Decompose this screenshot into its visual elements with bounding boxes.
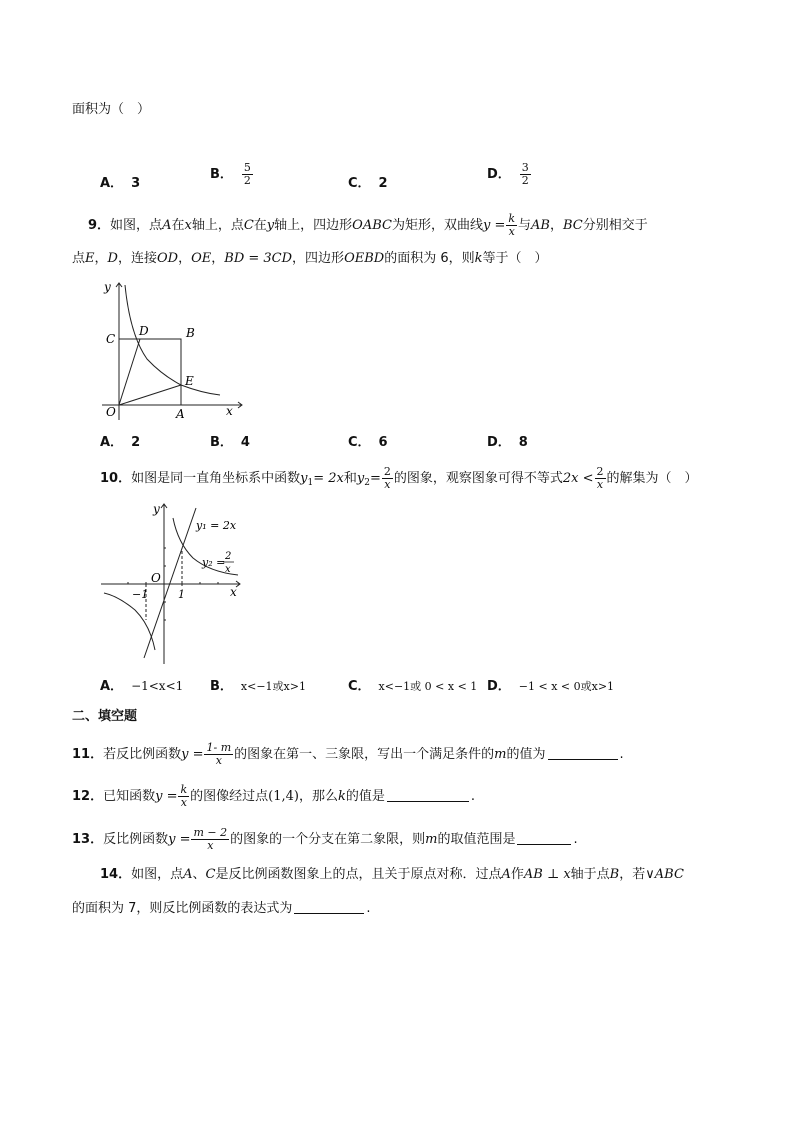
- q9-option-a[interactable]: [100, 431, 140, 450]
- option-value: −1<x<1: [131, 679, 184, 693]
- q8-option-c[interactable]: [348, 172, 388, 191]
- q9-option-b[interactable]: [210, 431, 250, 450]
- q10-option-b[interactable]: [210, 675, 306, 694]
- fraction: $\frac{2}{x}$: [596, 465, 604, 491]
- q12-stem: 12．已知函数y = $\frac{k}{x}$ 的图像经过点(1,4)，那么k的值是 .: [72, 783, 476, 809]
- q8-stem-tail: 面积为（ ）: [72, 102, 151, 117]
- q14-stem-line2: 的面积为 7，则反比例函数的表达式为 .: [72, 901, 371, 916]
- option-value: 4: [240, 435, 250, 450]
- q10-option-d[interactable]: [487, 675, 614, 694]
- option-value: x<−1或 0 < x < 1: [378, 680, 478, 693]
- option-label: A．: [100, 435, 124, 450]
- label-y2-den: x: [225, 564, 231, 575]
- label-y2: y₂ =: [202, 556, 226, 569]
- label-plus-1: 1: [178, 588, 185, 601]
- q10-option-c[interactable]: [348, 675, 477, 694]
- fraction: $\frac{m - 2}{x}$: [193, 826, 228, 852]
- label-b: B: [186, 326, 195, 340]
- q8-option-b[interactable]: [210, 162, 254, 187]
- q10-stem: 10．如图是同一直角坐标系中函数$y_1= 2x$和$y_2=$ $\frac{2}{x}$ 的图象，观察图象可得不等式2x < $\frac{2}{x}$ 的解集为（ ）: [100, 465, 698, 491]
- option-value: x<−1或x>1: [240, 680, 306, 693]
- q13-stem: 13．反比例函数y = $\frac{m - 2}{x}$ 的图象的一个分支在第二象限，则m的取值范围是 .: [72, 826, 578, 852]
- q8-option-a[interactable]: [100, 172, 140, 191]
- answer-blank[interactable]: [548, 747, 618, 760]
- q14-stem-line1: 14．如图，点A、C是反比例函数图象上的点，且关于原点对称．过点A作AB ⊥ x轴于点B，若∨ABC: [100, 867, 684, 882]
- label-y1: y₁ = 2x: [196, 519, 237, 532]
- fraction: $\frac{1- m}{x}$: [206, 741, 232, 767]
- q9-stem-line1: 9．如图，点A在x轴上，点C在y轴上，四边形OABC为矩形，双曲线y = $\frac{k}{x}$ 与AB，BC分别相交于: [88, 212, 648, 238]
- label-a: A: [176, 407, 185, 421]
- fraction: $\frac{k}{x}$: [180, 783, 188, 809]
- q9-stem-line2: 点E，D，连接OD，OE，BD = 3CD，四边形OEBD的面积为 6，则k等于（ ）: [72, 251, 548, 266]
- label-y2-num: 2: [225, 551, 232, 562]
- label-x: x: [230, 585, 237, 599]
- segment-oe: [119, 385, 181, 405]
- answer-blank[interactable]: [387, 789, 469, 802]
- option-label: B．: [210, 435, 233, 450]
- fraction: $\frac{3}{2}$: [521, 161, 529, 187]
- option-value: 2: [131, 435, 141, 450]
- q9-figure: [92, 275, 252, 425]
- label-o: O: [151, 571, 161, 585]
- option-label: D．: [487, 167, 511, 182]
- option-value: 2: [378, 176, 388, 191]
- fraction: $\frac{2}{x}$: [383, 465, 391, 491]
- option-label: A．: [100, 679, 124, 694]
- answer-blank[interactable]: [517, 832, 571, 845]
- option-label: C．: [348, 176, 371, 191]
- q10-option-a[interactable]: [100, 675, 183, 694]
- label-o: O: [106, 405, 116, 419]
- q10-figure: [98, 498, 248, 668]
- option-label: B．: [210, 679, 233, 694]
- q9-option-c[interactable]: [348, 431, 388, 450]
- label-x: x: [226, 404, 233, 418]
- fraction: $\frac{k}{x}$: [508, 212, 516, 238]
- option-value: 8: [518, 435, 528, 450]
- option-label: C．: [348, 679, 371, 694]
- answer-blank[interactable]: [294, 901, 364, 914]
- label-y: y: [153, 502, 160, 516]
- section-heading: 二、填空题: [72, 709, 138, 724]
- hyperbola-branch-2: [104, 593, 155, 650]
- q9-option-d[interactable]: [487, 431, 528, 450]
- label-minus-1: −1: [132, 588, 149, 601]
- option-label: B．: [210, 167, 233, 182]
- label-y: y: [104, 280, 111, 294]
- option-value: 3: [131, 176, 141, 191]
- option-label: A．: [100, 176, 124, 191]
- fraction: $\frac{5}{2}$: [243, 161, 251, 187]
- label-e: E: [185, 374, 194, 388]
- q11-stem: 11．若反比例函数y = $\frac{1- m}{x}$ 的图象在第一、三象限，写出一个满足条件的m的值为 .: [72, 741, 624, 767]
- option-value: 6: [378, 435, 388, 450]
- q8-option-d[interactable]: [487, 162, 532, 187]
- option-label: D．: [487, 435, 511, 450]
- label-d: D: [139, 324, 149, 338]
- option-value: −1 < x < 0或x>1: [518, 680, 615, 693]
- option-label: C．: [348, 435, 371, 450]
- label-c: C: [106, 332, 116, 346]
- segment-od: [119, 339, 140, 405]
- option-label: D．: [487, 679, 511, 694]
